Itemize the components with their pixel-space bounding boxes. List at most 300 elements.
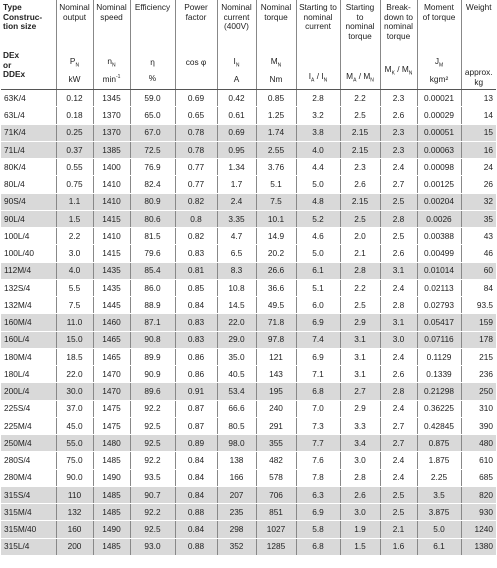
- symbol-output: $P_N$: [69, 56, 80, 69]
- cell-weight: 26: [461, 176, 496, 193]
- cell-start-torque: 2.7: [340, 383, 380, 400]
- cell-speed: 1475: [93, 400, 130, 417]
- unit-weight: [461, 51, 496, 90]
- cell-current: 0.42: [217, 90, 256, 107]
- cell-start-torque: 3.4: [340, 435, 380, 452]
- cell-torque: 482: [256, 452, 296, 469]
- table-row: [1, 400, 496, 417]
- cell-weight: 84: [461, 279, 496, 296]
- symbol-power-factor: cos φ: [185, 57, 207, 68]
- cell-weight: 43: [461, 228, 496, 245]
- cell-weight: 250: [461, 383, 496, 400]
- cell-breakdown-torque: 2.8: [380, 210, 417, 227]
- cell-weight: 60: [461, 262, 496, 279]
- dex-label: DEx or DDEx: [3, 50, 26, 80]
- table-row: [1, 245, 496, 262]
- unit-weight-label: approx. kg: [464, 67, 493, 87]
- cell-start-torque: 3.1: [340, 348, 380, 365]
- cell-power-factor: 0.86: [175, 366, 217, 383]
- dex-header: [1, 51, 56, 90]
- cell-efficiency: 82.4: [130, 176, 175, 193]
- unit-efficiency-label: %: [148, 73, 157, 83]
- table-row: [1, 107, 496, 124]
- cell-start-current: 3.8: [296, 124, 340, 141]
- cell-weight: 24: [461, 159, 496, 176]
- col-header-efficiency: Efficiency: [130, 0, 175, 51]
- col-header-start-current: Starting to nominal current: [296, 0, 340, 51]
- cell-start-current: 6.9: [296, 314, 340, 331]
- cell-start-torque: 3.0: [340, 452, 380, 469]
- cell-output: 200: [56, 538, 93, 555]
- cell-current: 35.0: [217, 348, 256, 365]
- cell-start-torque: 3.3: [340, 417, 380, 434]
- unit-output-label: kW: [68, 74, 81, 85]
- cell-torque: 706: [256, 486, 296, 503]
- cell-speed: 1485: [93, 452, 130, 469]
- cell-type: 180L/4: [1, 366, 56, 383]
- table-row: [1, 176, 496, 193]
- cell-output: 22.0: [56, 366, 93, 383]
- cell-efficiency: 92.5: [130, 435, 175, 452]
- cell-torque: 195: [256, 383, 296, 400]
- cell-start-current: 7.3: [296, 417, 340, 434]
- cell-weight: 16: [461, 141, 496, 158]
- cell-weight: 46: [461, 245, 496, 262]
- cell-moment: 0.05417: [417, 314, 461, 331]
- cell-power-factor: 0.78: [175, 124, 217, 141]
- cell-start-torque: 2.5: [340, 297, 380, 314]
- table-row: [1, 90, 496, 107]
- cell-breakdown-torque: 3.1: [380, 314, 417, 331]
- cell-moment: 0.00499: [417, 245, 461, 262]
- col-header-power-factor: Power factor: [175, 0, 217, 51]
- table-row: [1, 141, 496, 158]
- table-row: [1, 366, 496, 383]
- cell-type: 160L/4: [1, 331, 56, 348]
- cell-moment: 0.02113: [417, 279, 461, 296]
- cell-current: 0.61: [217, 107, 256, 124]
- cell-efficiency: 59.0: [130, 90, 175, 107]
- cell-moment: 5.0: [417, 521, 461, 538]
- symbol-speed: $n_N$: [107, 56, 116, 69]
- cell-moment: 0.00063: [417, 141, 461, 158]
- cell-power-factor: 0.87: [175, 417, 217, 434]
- cell-moment: 0.00021: [417, 90, 461, 107]
- table-row: [1, 228, 496, 245]
- col-header-start-torque: Starting to nominal torque: [340, 0, 380, 51]
- cell-speed: 1485: [93, 486, 130, 503]
- cell-type: 90L/4: [1, 210, 56, 227]
- cell-moment: 0.0026: [417, 210, 461, 227]
- cell-start-current: 7.8: [296, 469, 340, 486]
- cell-weight: 390: [461, 417, 496, 434]
- cell-output: 0.12: [56, 90, 93, 107]
- cell-weight: 178: [461, 331, 496, 348]
- cell-moment: 0.1339: [417, 366, 461, 383]
- cell-start-current: 3.2: [296, 107, 340, 124]
- cell-torque: 20.2: [256, 245, 296, 262]
- cell-efficiency: 93.5: [130, 469, 175, 486]
- cell-start-current: 7.4: [296, 331, 340, 348]
- cell-start-torque: 2.15: [340, 141, 380, 158]
- cell-power-factor: 0.69: [175, 90, 217, 107]
- cell-moment: 0.02793: [417, 297, 461, 314]
- unit-torque-label: Nm: [269, 74, 283, 85]
- cell-weight: 32: [461, 193, 496, 210]
- cell-start-torque: 2.3: [340, 159, 380, 176]
- cell-efficiency: 90.8: [130, 331, 175, 348]
- cell-start-torque: 2.2: [340, 279, 380, 296]
- cell-type: 315S/4: [1, 486, 56, 503]
- cell-weight: 310: [461, 400, 496, 417]
- cell-type: 250M/4: [1, 435, 56, 452]
- cell-type: 315L/4: [1, 538, 56, 555]
- cell-start-torque: 2.6: [340, 486, 380, 503]
- cell-breakdown-torque: 2.7: [380, 176, 417, 193]
- cell-breakdown-torque: 2.8: [380, 383, 417, 400]
- cell-start-current: 7.1: [296, 366, 340, 383]
- cell-breakdown-torque: 2.6: [380, 245, 417, 262]
- cell-efficiency: 92.2: [130, 452, 175, 469]
- cell-torque: 71.8: [256, 314, 296, 331]
- table-row: [1, 538, 496, 555]
- cell-output: 2.2: [56, 228, 93, 245]
- cell-moment: 3.875: [417, 504, 461, 521]
- cell-weight: 610: [461, 452, 496, 469]
- cell-start-current: 7.6: [296, 452, 340, 469]
- cell-power-factor: 0.82: [175, 193, 217, 210]
- cell-torque: 5.1: [256, 176, 296, 193]
- cell-torque: 355: [256, 435, 296, 452]
- cell-torque: 1027: [256, 521, 296, 538]
- cell-speed: 1480: [93, 435, 130, 452]
- cell-speed: 1470: [93, 366, 130, 383]
- cell-efficiency: 89.6: [130, 383, 175, 400]
- cell-output: 45.0: [56, 417, 93, 434]
- cell-moment: 0.01014: [417, 262, 461, 279]
- cell-start-current: 4.4: [296, 159, 340, 176]
- cell-start-torque: 2.8: [340, 262, 380, 279]
- cell-breakdown-torque: 2.7: [380, 435, 417, 452]
- cell-output: 18.5: [56, 348, 93, 365]
- cell-output: 30.0: [56, 383, 93, 400]
- cell-type: 71L/4: [1, 141, 56, 158]
- cell-speed: 1410: [93, 228, 130, 245]
- cell-output: 132: [56, 504, 93, 521]
- cell-start-current: 2.8: [296, 90, 340, 107]
- cell-moment: 0.00125: [417, 176, 461, 193]
- cell-speed: 1470: [93, 383, 130, 400]
- cell-breakdown-torque: 1.6: [380, 538, 417, 555]
- cell-torque: 1.74: [256, 124, 296, 141]
- cell-efficiency: 67.0: [130, 124, 175, 141]
- cell-torque: 143: [256, 366, 296, 383]
- cell-efficiency: 76.9: [130, 159, 175, 176]
- cell-power-factor: 0.87: [175, 400, 217, 417]
- col-header-breakdown-torque: Break-down to nominal torque: [380, 0, 417, 51]
- cell-start-current: 5.0: [296, 245, 340, 262]
- cell-moment: 0.42845: [417, 417, 461, 434]
- cell-start-torque: 2.8: [340, 469, 380, 486]
- cell-current: 29.0: [217, 331, 256, 348]
- cell-speed: 1445: [93, 297, 130, 314]
- cell-torque: 578: [256, 469, 296, 486]
- cell-breakdown-torque: 2.4: [380, 348, 417, 365]
- cell-start-current: 6.8: [296, 538, 340, 555]
- cell-moment: 0.07116: [417, 331, 461, 348]
- cell-current: 98.0: [217, 435, 256, 452]
- cell-breakdown-torque: 2.3: [380, 90, 417, 107]
- cell-power-factor: 0.86: [175, 348, 217, 365]
- cell-type: 200L/4: [1, 383, 56, 400]
- cell-breakdown-torque: 2.4: [380, 400, 417, 417]
- cell-weight: 93.5: [461, 297, 496, 314]
- unit-breakdown-torque: [380, 51, 417, 90]
- unit-start-torque: [340, 51, 380, 90]
- cell-torque: 1285: [256, 538, 296, 555]
- unit-start-current: [296, 51, 340, 90]
- cell-output: 90.0: [56, 469, 93, 486]
- cell-power-factor: 0.84: [175, 486, 217, 503]
- cell-start-current: 6.1: [296, 262, 340, 279]
- cell-type: 90S/4: [1, 193, 56, 210]
- cell-output: 0.55: [56, 159, 93, 176]
- cell-power-factor: 0.78: [175, 141, 217, 158]
- table-row: [1, 452, 496, 469]
- cell-start-current: 6.9: [296, 348, 340, 365]
- cell-output: 4.0: [56, 262, 93, 279]
- table-row: [1, 469, 496, 486]
- cell-start-torque: 2.2: [340, 90, 380, 107]
- cell-current: 66.6: [217, 400, 256, 417]
- cell-power-factor: 0.83: [175, 314, 217, 331]
- cell-current: 1.34: [217, 159, 256, 176]
- cell-current: 352: [217, 538, 256, 555]
- cell-output: 3.0: [56, 245, 93, 262]
- cell-breakdown-torque: 2.5: [380, 504, 417, 521]
- cell-current: 10.8: [217, 279, 256, 296]
- cell-current: 0.69: [217, 124, 256, 141]
- cell-start-current: 7.7: [296, 435, 340, 452]
- table-row: [1, 262, 496, 279]
- cell-start-current: 6.3: [296, 486, 340, 503]
- cell-power-factor: 0.88: [175, 504, 217, 521]
- cell-efficiency: 90.7: [130, 486, 175, 503]
- cell-weight: 1380: [461, 538, 496, 555]
- cell-start-torque: 3.1: [340, 331, 380, 348]
- cell-type: 280S/4: [1, 452, 56, 469]
- cell-moment: 0.00051: [417, 124, 461, 141]
- cell-start-current: 7.0: [296, 400, 340, 417]
- cell-breakdown-torque: 2.6: [380, 366, 417, 383]
- cell-current: 0.95: [217, 141, 256, 158]
- cell-speed: 1475: [93, 417, 130, 434]
- cell-torque: 26.6: [256, 262, 296, 279]
- cell-start-current: 5.8: [296, 521, 340, 538]
- table-header: [1, 0, 496, 90]
- cell-speed: 1370: [93, 124, 130, 141]
- cell-breakdown-torque: 2.4: [380, 469, 417, 486]
- cell-moment: 0.36225: [417, 400, 461, 417]
- cell-breakdown-torque: 2.5: [380, 486, 417, 503]
- symbol-start-current: $I_A / I_N$: [308, 70, 328, 84]
- symbol-current: $I_N$: [233, 56, 240, 69]
- cell-current: 138: [217, 452, 256, 469]
- cell-start-torque: 2.15: [340, 124, 380, 141]
- cell-moment: 0.21298: [417, 383, 461, 400]
- cell-speed: 1485: [93, 504, 130, 521]
- table-body: [1, 90, 496, 556]
- table-row: [1, 279, 496, 296]
- cell-start-torque: 2.0: [340, 228, 380, 245]
- unit-speed: [93, 51, 130, 90]
- unit-moment: [417, 51, 461, 90]
- cell-type: 100L/40: [1, 245, 56, 262]
- cell-efficiency: 86.0: [130, 279, 175, 296]
- cell-torque: 3.76: [256, 159, 296, 176]
- cell-start-torque: 3.1: [340, 366, 380, 383]
- cell-breakdown-torque: 2.6: [380, 107, 417, 124]
- unit-power-factor: [175, 51, 217, 90]
- cell-output: 5.5: [56, 279, 93, 296]
- cell-type: 112M/4: [1, 262, 56, 279]
- cell-type: 63L/4: [1, 107, 56, 124]
- cell-efficiency: 89.9: [130, 348, 175, 365]
- cell-start-current: 5.0: [296, 176, 340, 193]
- cell-speed: 1465: [93, 348, 130, 365]
- cell-speed: 1400: [93, 159, 130, 176]
- cell-weight: 159: [461, 314, 496, 331]
- cell-speed: 1490: [93, 469, 130, 486]
- table-row: [1, 348, 496, 365]
- table-row: [1, 521, 496, 538]
- cell-breakdown-torque: 2.1: [380, 521, 417, 538]
- cell-speed: 1410: [93, 176, 130, 193]
- cell-breakdown-torque: 2.3: [380, 124, 417, 141]
- unit-output: [56, 51, 93, 90]
- cell-start-torque: 2.1: [340, 245, 380, 262]
- cell-power-factor: 0.84: [175, 469, 217, 486]
- cell-speed: 1460: [93, 314, 130, 331]
- cell-efficiency: 92.2: [130, 504, 175, 521]
- cell-power-factor: 0.8: [175, 210, 217, 227]
- col-header-torque: Nominal torque: [256, 0, 296, 51]
- cell-power-factor: 0.77: [175, 159, 217, 176]
- cell-current: 166: [217, 469, 256, 486]
- cell-output: 37.0: [56, 400, 93, 417]
- cell-speed: 1345: [93, 90, 130, 107]
- cell-breakdown-torque: 2.7: [380, 417, 417, 434]
- cell-start-torque: 2.15: [340, 193, 380, 210]
- cell-current: 1.7: [217, 176, 256, 193]
- cell-type: 225S/4: [1, 400, 56, 417]
- table-row: [1, 297, 496, 314]
- cell-weight: 1240: [461, 521, 496, 538]
- symbol-moment: $J_M$: [434, 56, 444, 69]
- cell-speed: 1415: [93, 245, 130, 262]
- cell-output: 7.5: [56, 297, 93, 314]
- cell-output: 11.0: [56, 314, 93, 331]
- cell-efficiency: 81.5: [130, 228, 175, 245]
- cell-type: 71K/4: [1, 124, 56, 141]
- cell-breakdown-torque: 2.3: [380, 141, 417, 158]
- col-header-moment: Moment of torque: [417, 0, 461, 51]
- cell-current: 8.3: [217, 262, 256, 279]
- cell-power-factor: 0.85: [175, 279, 217, 296]
- cell-torque: 7.5: [256, 193, 296, 210]
- unit-efficiency: [130, 51, 175, 90]
- cell-power-factor: 0.84: [175, 297, 217, 314]
- cell-torque: 851: [256, 504, 296, 521]
- cell-type: 80L/4: [1, 176, 56, 193]
- cell-torque: 2.55: [256, 141, 296, 158]
- col-header-weight: Weight: [461, 0, 496, 51]
- cell-type: 225M/4: [1, 417, 56, 434]
- cell-output: 0.37: [56, 141, 93, 158]
- cell-start-current: 5.2: [296, 210, 340, 227]
- cell-weight: 215: [461, 348, 496, 365]
- cell-power-factor: 0.77: [175, 176, 217, 193]
- cell-current: 40.5: [217, 366, 256, 383]
- unit-current: [217, 51, 256, 90]
- cell-torque: 36.6: [256, 279, 296, 296]
- cell-current: 2.4: [217, 193, 256, 210]
- type-header: Type Construc-tion size: [3, 2, 43, 32]
- cell-current: 22.0: [217, 314, 256, 331]
- table-row: [1, 504, 496, 521]
- table-row: [1, 193, 496, 210]
- cell-start-torque: 1.9: [340, 521, 380, 538]
- cell-start-current: 6.9: [296, 504, 340, 521]
- cell-current: 80.5: [217, 417, 256, 434]
- cell-efficiency: 93.0: [130, 538, 175, 555]
- symbol-breakdown-torque: $M_K / M_N$: [384, 63, 413, 77]
- cell-breakdown-torque: 3.0: [380, 331, 417, 348]
- cell-weight: 236: [461, 366, 496, 383]
- cell-weight: 14: [461, 107, 496, 124]
- cell-start-current: 4.8: [296, 193, 340, 210]
- cell-current: 4.7: [217, 228, 256, 245]
- cell-current: 298: [217, 521, 256, 538]
- cell-weight: 820: [461, 486, 496, 503]
- cell-type: 100L/4: [1, 228, 56, 245]
- cell-type: 132S/4: [1, 279, 56, 296]
- table-row: [1, 486, 496, 503]
- cell-efficiency: 85.4: [130, 262, 175, 279]
- cell-efficiency: 72.5: [130, 141, 175, 158]
- cell-current: 14.5: [217, 297, 256, 314]
- cell-breakdown-torque: 2.5: [380, 193, 417, 210]
- cell-output: 15.0: [56, 331, 93, 348]
- cell-start-torque: 2.5: [340, 107, 380, 124]
- cell-efficiency: 92.5: [130, 521, 175, 538]
- cell-torque: 14.9: [256, 228, 296, 245]
- cell-start-current: 6.8: [296, 383, 340, 400]
- symbol-efficiency: η: [150, 57, 155, 68]
- cell-output: 160: [56, 521, 93, 538]
- cell-speed: 1485: [93, 538, 130, 555]
- cell-output: 0.75: [56, 176, 93, 193]
- cell-power-factor: 0.83: [175, 245, 217, 262]
- cell-weight: 35: [461, 210, 496, 227]
- cell-breakdown-torque: 2.4: [380, 452, 417, 469]
- cell-moment: 3.5: [417, 486, 461, 503]
- cell-power-factor: 0.82: [175, 228, 217, 245]
- cell-weight: 930: [461, 504, 496, 521]
- symbol-torque: $M_N$: [270, 56, 282, 69]
- cell-moment: 6.1: [417, 538, 461, 555]
- cell-efficiency: 90.9: [130, 366, 175, 383]
